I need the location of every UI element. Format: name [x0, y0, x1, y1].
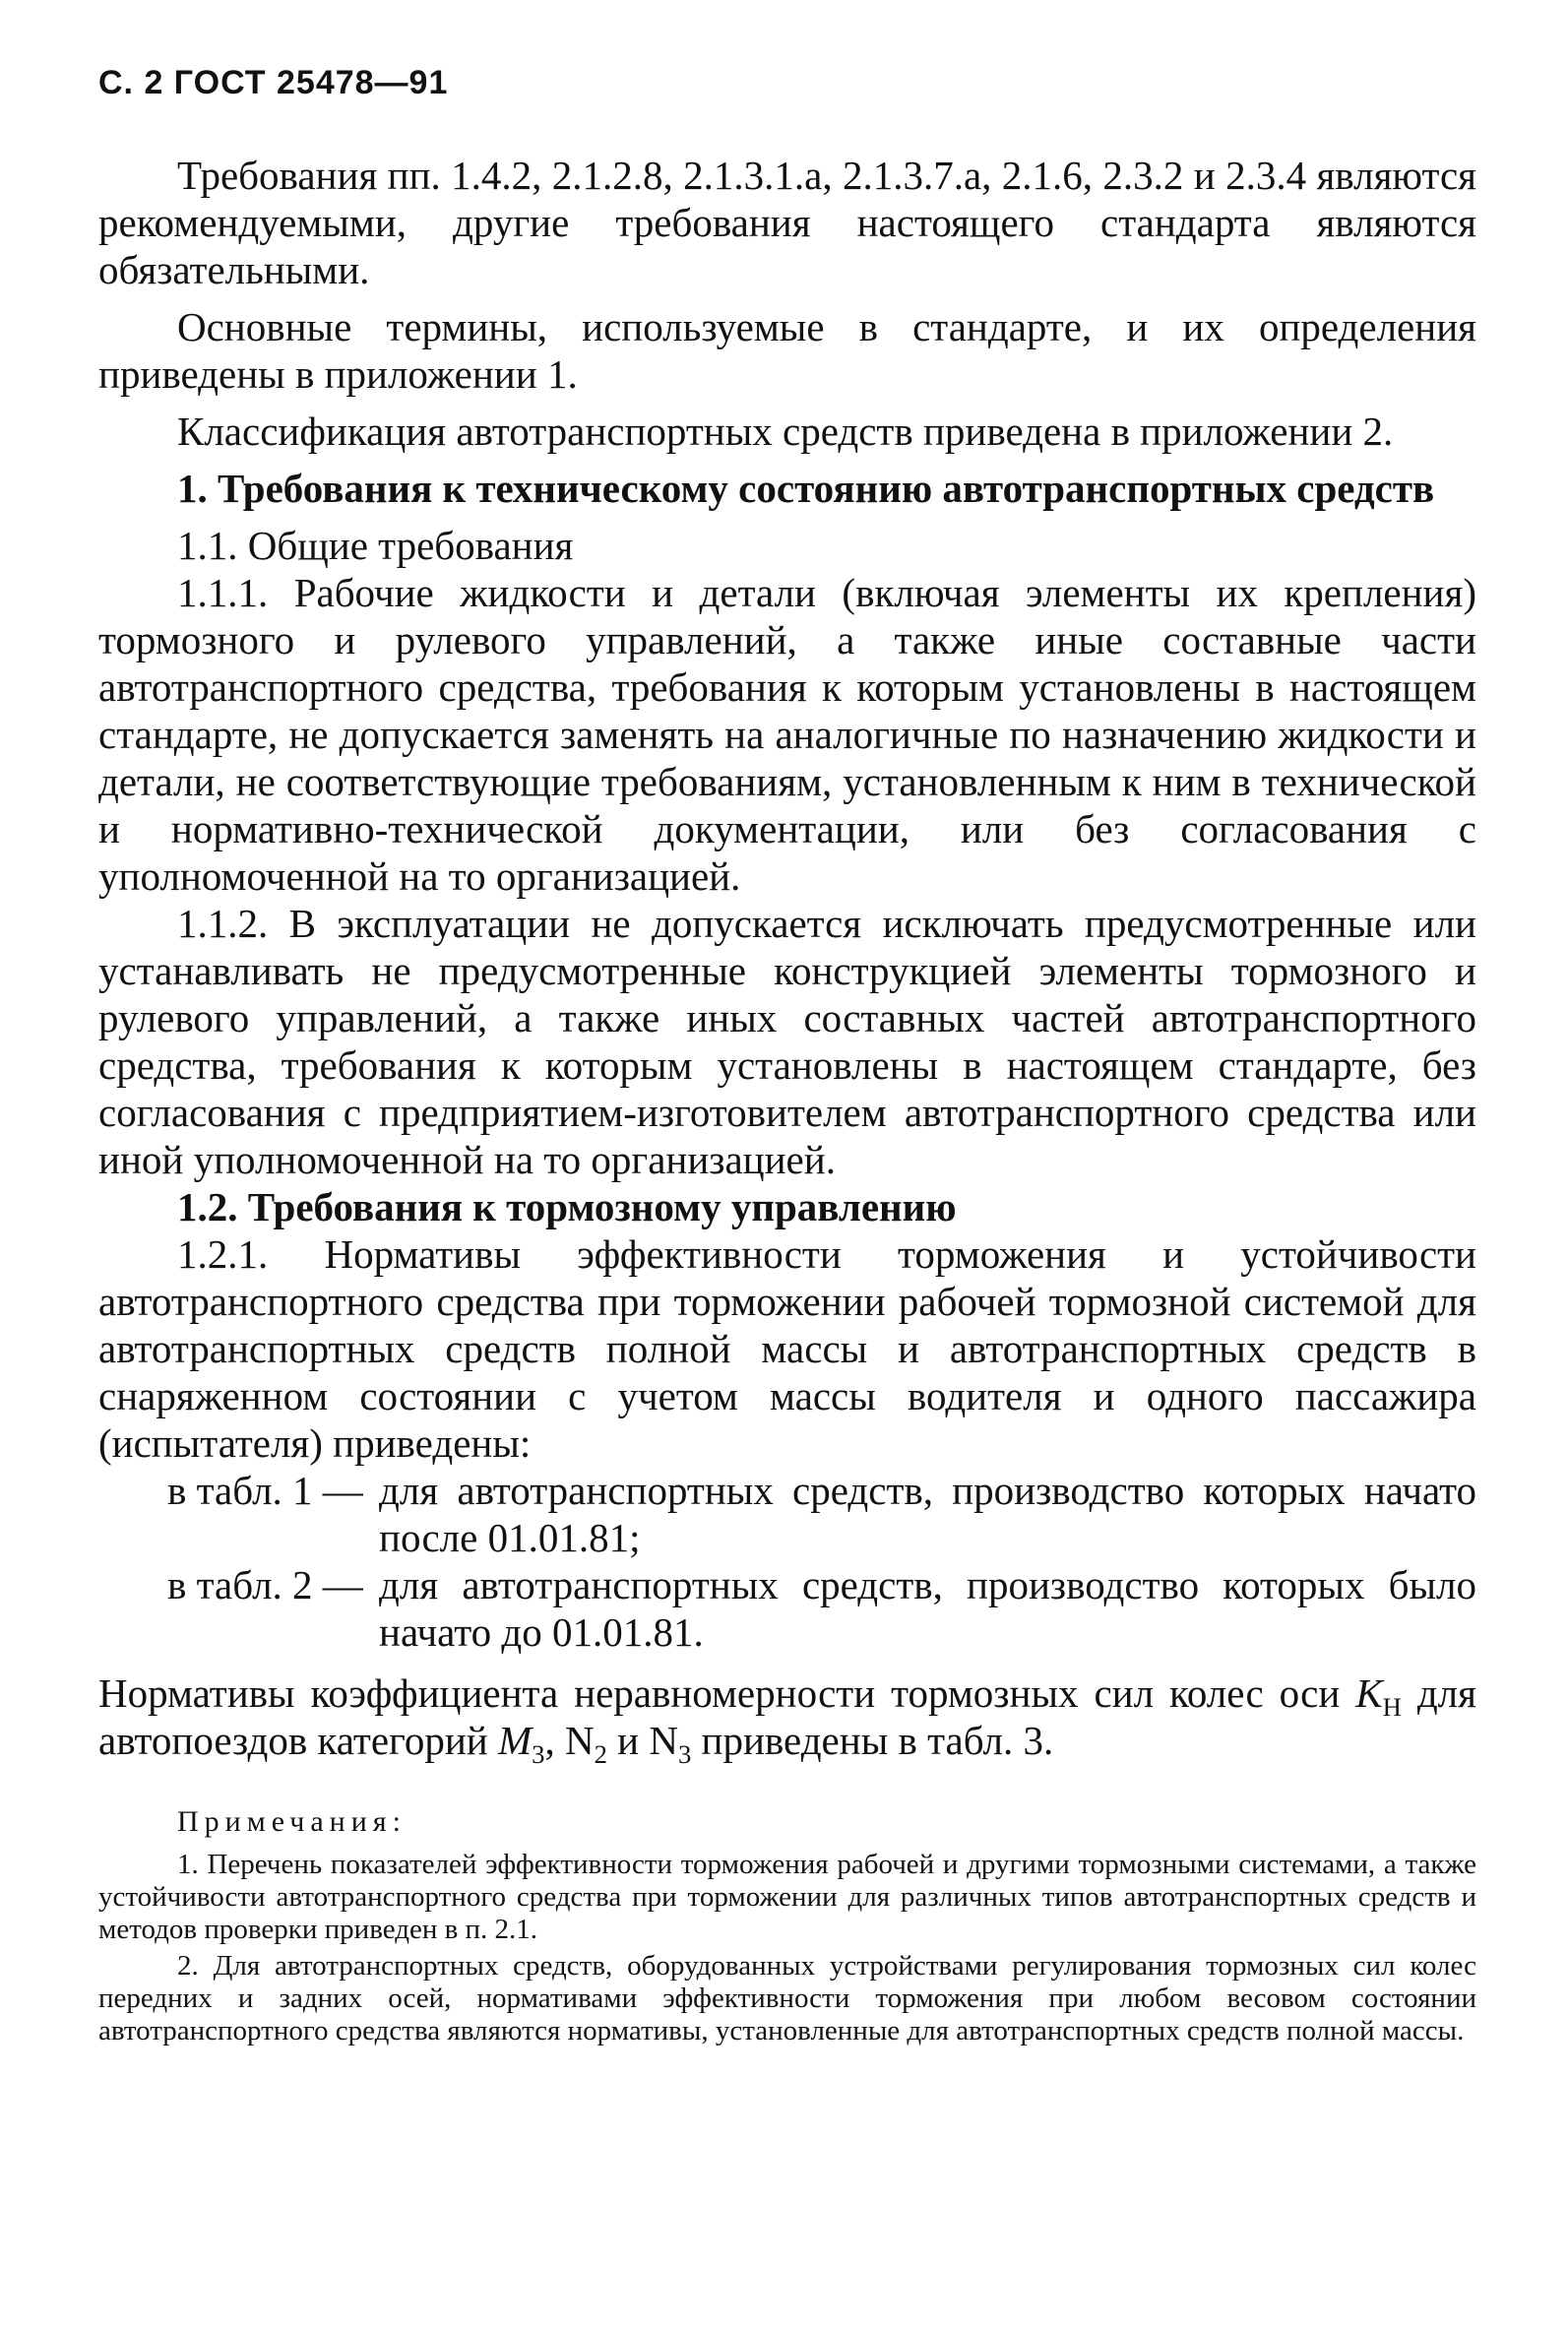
- table-reference-1: [98, 1467, 1476, 1561]
- note-1: 1. Перечень показателей эффективности торможения рабочей и другими тормозными системами, а также устойчивости автотранспортного средства при торможении для различных типов автотранспортных средств и методов проверки приведен в п. 2.1.: [98, 1849, 1476, 1945]
- intro-paragraph-2: Основные термины, используемые в стандарте, и их определения приведены в приложении 1.: [98, 304, 1476, 397]
- notes-title: Примечания:: [177, 1805, 407, 1838]
- intro-paragraph-3: Классификация автотранспортных средств приведена в приложении 2.: [177, 409, 1394, 454]
- table-reference-text: для автотранспортных средств, производство которых было начато до 01.01.81.: [379, 1562, 1476, 1655]
- page-header: С. 2 ГОСТ 25478—91: [98, 64, 449, 101]
- note-2: 2. Для автотранспортных средств, оборудованных устройствами регулирования тормозных сил колес передних и задних осей, нормативами эффективности торможения при любом весовом состоянии автотранспортного средства являются нормативы, установленные для автотранспортных средств полной массы.: [98, 1950, 1476, 2046]
- norms-paragraph: Нормативы коэффициента неравномерности тормозных сил колес оси $K_Н$ для автопоездов категорий $M_3$, $N_2$ и $N_3$ приведены в табл. 3.: [98, 1670, 1476, 1770]
- subsection-1-2-title: 1.2. Требования к тормозному управлению: [177, 1184, 957, 1229]
- section-1-title: 1. Требования к техническому состоянию автотранспортных средств: [177, 466, 1435, 511]
- subsection-1-1-title: 1.1. Общие требования: [177, 523, 574, 568]
- table-reference-text: для автотранспортных средств, производство которых начато после 01.01.81;: [379, 1468, 1476, 1560]
- table-reference-2: [98, 1561, 1476, 1656]
- table-reference-label: в табл. 1 —: [167, 1468, 363, 1513]
- clause-1-1-2: 1.1.2. В эксплуатации не допускается исключать предусмотренные или устанавливать не предусмотренные конструкцией элементы тормозного и рулевого управлений, а также иных составных частей автотранспортного средства, требования к которым установлены в настоящем стандарте, без согласования с предприятием-изготовителем автотранспортного средства или иной уполномоченной на то организацией.: [98, 901, 1476, 1182]
- clause-1-2-1: 1.2.1. Нормативы эффективности торможения и устойчивости автотранспортного средства при торможении рабочей тормозной системой для автотранспортных средств полной массы и автотранспортных средств в снаряженном состоянии с учетом массы водителя и одного пассажира (испытателя) приведены:: [98, 1231, 1476, 1466]
- document-page: [98, 64, 1476, 2051]
- intro-paragraph-1: Требования пп. 1.4.2, 2.1.2.8, 2.1.3.1.а, 2.1.3.7.а, 2.1.6, 2.3.2 и 2.3.4 являются рекомендуемыми, другие требования настоящего стандарта являются обязательными.: [98, 153, 1476, 292]
- clause-1-1-1: 1.1.1. Рабочие жидкости и детали (включая элементы их крепления) тормозного и рулевого управлений, а также иные составные части автотранспортного средства, требования к которым установлены в настоящем стандарте, не допускается заменять на аналогичные по назначению жидкости и детали, не соответствующие требованиям, установленным к ним в технической и нормативно-технической документации, или без согласования с уполномоченной на то организацией.: [98, 570, 1476, 899]
- table-reference-label: в табл. 2 —: [167, 1562, 363, 1607]
